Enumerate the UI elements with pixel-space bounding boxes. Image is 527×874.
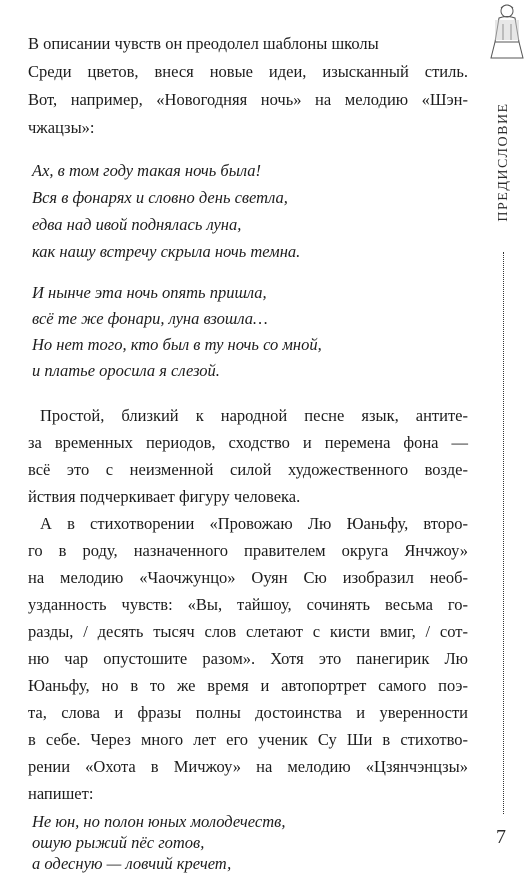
text-line: разды, / десять тысяч слов слетают с кисти вмиг, / сот- (28, 622, 468, 641)
figure-vignette-icon (489, 2, 525, 60)
text-line: йствия подчеркивает фигуру человека. (28, 487, 301, 506)
section-running-head: ПРЕДИСЛОВИЕ (496, 102, 511, 222)
poem-line: И нынче эта ночь опять пришла, (32, 283, 267, 302)
text-line: В описании чувств он преодолел шаблоны школы (28, 34, 379, 53)
text-line: Простой, близкий к народной песне язык, антите- (40, 406, 468, 425)
text-line: ню чар опустошите разом». Хотя это панегирик Лю (28, 649, 468, 668)
text-line: Юаньфу, но в то же время и автопортрет самого поэ- (28, 676, 468, 695)
text-line: узданность чувств: «Вы, тайшоу, сочинять весьма го- (28, 595, 468, 614)
text-line: в себе. Через много лет его ученик Су Ши в стихотво- (28, 730, 468, 749)
poem-line: Не юн, но полон юных молодечеств, (32, 812, 286, 831)
poem-line: ошую рыжий пёс готов, (32, 833, 205, 852)
text-line: всё это с неизменной силой художественного возде- (28, 460, 468, 479)
poem-line: и платье оросила я слезой. (32, 361, 220, 380)
text-line: Вот, например, «Новогодняя ночь» на мелодию «Шэн- (28, 90, 468, 109)
text-line: рении «Охота в Мичжоу» на мелодию «Цзянчэнцзы» (28, 757, 468, 776)
poem-line: всё те же фонари, луна взошла… (32, 309, 268, 328)
text-line: го в роду, назначенного правителем округа Янчжоу» (28, 541, 468, 560)
poem-line: Но нет того, кто был в ту ночь со мной, (32, 335, 322, 354)
dotted-rule (503, 252, 504, 814)
poem-line: Ах, в том году такая ночь была! (32, 161, 262, 180)
poem-line: как нашу встречу скрыла ночь темна. (32, 242, 301, 261)
text-line: напишет: (28, 784, 94, 803)
text-line: на мелодию «Чаочжунцо» Оуян Сю изобразил необ- (28, 568, 468, 587)
poem-line: Вся в фонарях и словно день светла, (32, 188, 288, 207)
text-line: А в стихотворении «Провожаю Лю Юаньфу, второ- (40, 514, 468, 533)
poem-line: едва над ивой поднялась луна, (32, 215, 242, 234)
poem-line: а одесную — ловчий кречет, (32, 854, 232, 873)
text-line: та, слова и фразы полны достоинства и уверенности (28, 703, 468, 722)
page-number: 7 (496, 826, 506, 848)
text-line: Среди цветов, внеся новые идеи, изысканный стиль. (28, 62, 468, 81)
text-line: за временных периодов, сходство и перемена фона — (28, 433, 468, 452)
text-line: чжацзы»: (28, 118, 95, 137)
